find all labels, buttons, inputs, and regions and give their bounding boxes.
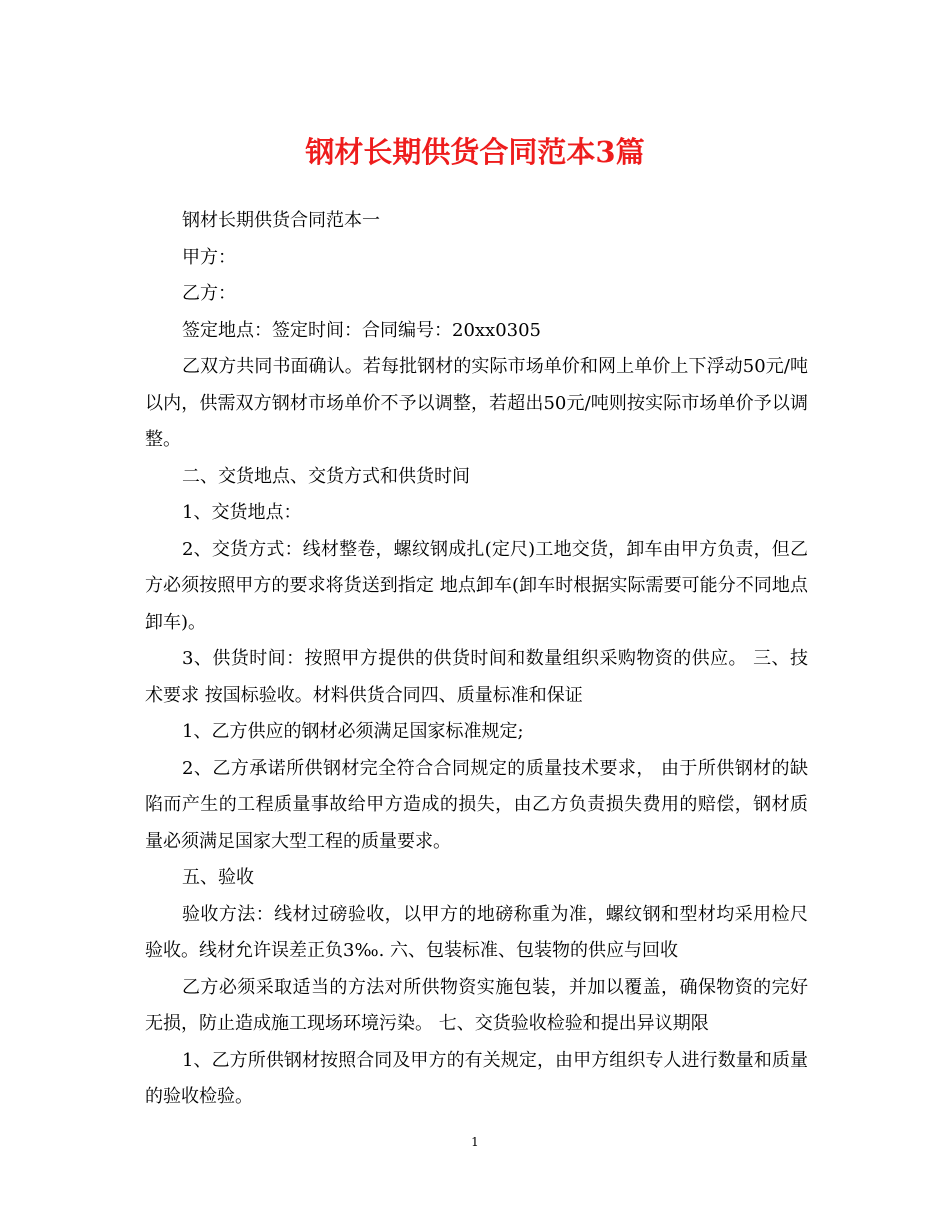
body-paragraph: 2、交货方式：线材整卷，螺纹钢成扎(定尺)工地交货，卸车由甲方负责，但乙方必须按照甲方的要求将货送到指定 地点卸车(卸车时根据实际需要可能分不同地点卸车)。	[145, 538, 808, 633]
body-paragraph: 3、供货时间：按照甲方提供的供货时间和数量组织采购物资的供应。 三、技术要求 按国标验收。材料供货合同四、质量标准和保证	[145, 648, 808, 706]
section-heading: 钢材长期供货合同范本一	[182, 210, 380, 231]
party-b-line: 乙方：	[182, 283, 236, 304]
section-heading: 二、交货地点、交货方式和供货时间	[182, 465, 470, 487]
section-heading: 五、验收	[182, 867, 254, 888]
body-paragraph: 1、乙方供应的钢材必须满足国家标准规定;	[182, 721, 524, 742]
body-paragraph: 乙双方共同书面确认。若每批钢材的实际市场单价和网上单价上下浮动50元/吨以内，供需双方钢材市场单价不予以调整，若超出50元/吨则按实际市场单价予以调整。	[145, 356, 808, 450]
signing-info-line: 签定地点：签定时间：合同编号：20xx0305	[182, 319, 542, 341]
body-paragraph: 验收方法：线材过磅验收，以甲方的地磅称重为准，螺纹钢和型材均采用检尺验收。线材允许误差正负3‰. 六、包装标准、包装物的供应与回收	[145, 903, 808, 961]
body-paragraph: 1、乙方所供钢材按照合同及甲方的有关规定，由甲方组织专人进行数量和质量的验收检验。	[145, 1049, 808, 1107]
page-number: 1	[471, 1135, 479, 1149]
document-body	[145, 203, 808, 1116]
body-paragraph: 乙方必须采取适当的方法对所供物资实施包装，并加以覆盖，确保物资的完好无损，防止造成施工现场环境污染。 七、交货验收检验和提出异议期限	[145, 976, 808, 1034]
body-paragraph: 1、交货地点：	[182, 502, 302, 523]
party-a-line: 甲方：	[182, 246, 236, 268]
body-paragraph: 2、乙方承诺所供钢材完全符合合同规定的质量技术要求， 由于所供钢材的缺陷而产生的工程质量事故给甲方造成的损失，由乙方负责损失费用的赔偿，钢材质量必须满足国家大型工程的质量要求。	[145, 757, 808, 852]
document-title: 钢材长期供货合同范本3篇	[305, 135, 645, 169]
